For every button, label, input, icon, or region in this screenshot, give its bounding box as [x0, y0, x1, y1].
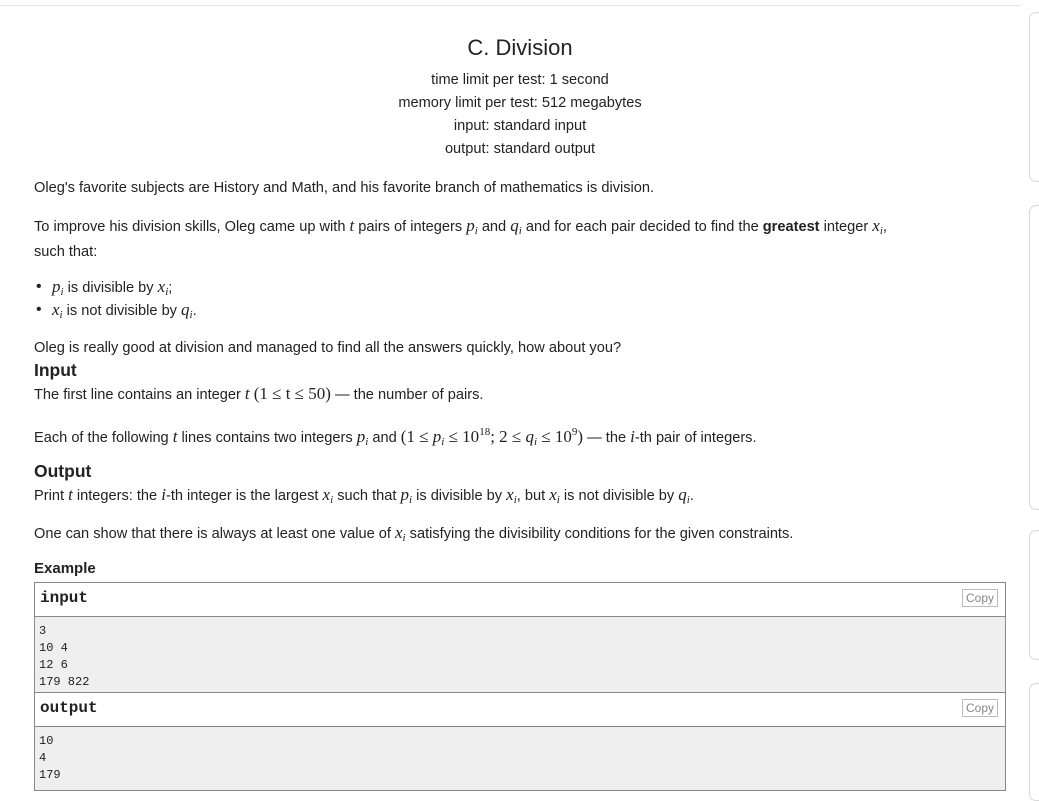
text: and [477, 219, 511, 235]
math-x-i [549, 485, 560, 504]
math-x-i [506, 485, 517, 504]
var: x [395, 523, 403, 542]
input-line: 12 6 [39, 658, 68, 672]
sidebar-panel-edge [1029, 205, 1039, 510]
exponent: 18 [479, 426, 491, 438]
text: -th pair of integers. [634, 430, 757, 446]
text: One can show that there is always at least one value of [34, 526, 395, 542]
text: is not divisible by [559, 488, 679, 504]
math: ≤ 10 [444, 427, 480, 446]
memory-limit: memory limit per test: 512 megabytes [398, 95, 642, 111]
math-t: t [172, 427, 178, 446]
statement-paragraph-2 [34, 215, 994, 263]
input-file: input: standard input [453, 118, 587, 134]
text: , but [516, 488, 550, 504]
sub: i [60, 286, 64, 298]
sub: i [518, 225, 522, 237]
sidebar-panel-edge [1029, 683, 1039, 801]
example-output-content [35, 727, 1005, 790]
var: x [157, 277, 166, 296]
math-x-i [52, 300, 63, 319]
example-output-box [34, 692, 1006, 791]
sub: i [402, 532, 406, 544]
math-x-i [158, 277, 169, 296]
sub: i [686, 494, 690, 506]
output-file: output: standard output [444, 141, 596, 157]
output-line-2 [34, 522, 994, 549]
input-line: 179 822 [39, 675, 90, 689]
exponent: 9 [571, 426, 578, 438]
statement-paragraph-3: Oleg is really good at division and managed to find all the answers quickly, how about you? [34, 340, 622, 356]
math-p-i [466, 216, 478, 235]
input-line: 10 4 [39, 641, 68, 655]
sub: i [441, 436, 445, 448]
sub: i [330, 494, 334, 506]
text: . [192, 303, 197, 319]
copy-input-button[interactable]: Copy [962, 589, 998, 607]
sub: i [365, 436, 369, 448]
math-t: t [244, 384, 250, 403]
var: x [322, 485, 331, 504]
text: and for each pair decided to find the [521, 219, 763, 235]
math: (1 ≤ [400, 427, 433, 446]
math-q-i [181, 300, 193, 319]
math-p-i [52, 277, 64, 296]
input-line: 3 [39, 624, 47, 638]
copy-output-button[interactable]: Copy [962, 699, 998, 717]
output-line: 10 [39, 734, 54, 748]
var: q [510, 216, 519, 235]
text: ; [168, 280, 173, 296]
list-item [52, 299, 197, 322]
var: x [549, 485, 557, 504]
text: such that [333, 488, 401, 504]
text: is not divisible by [62, 303, 182, 319]
input-label: input [40, 589, 89, 607]
output-heading: Output [34, 461, 92, 481]
top-divider [0, 5, 1020, 6]
var: x [52, 300, 60, 319]
text: Print [34, 488, 69, 504]
var: q [678, 485, 687, 504]
math: ; 2 ≤ [490, 427, 526, 446]
bold-greatest: greatest [762, 219, 820, 235]
var: p [52, 277, 61, 296]
text: such that: [34, 244, 98, 260]
math-p-i [433, 427, 445, 446]
example-output-header [35, 693, 1005, 727]
var: q [181, 300, 190, 319]
time-limit: time limit per test: 1 second [431, 72, 609, 88]
text: . [689, 488, 694, 504]
input-line-2 [34, 422, 994, 453]
math-x-i [395, 523, 406, 542]
text: integers: the [72, 488, 162, 504]
text: Each of the following [34, 430, 173, 446]
text: satisfying the divisibility conditions for the given constraints. [405, 526, 794, 542]
text: and [368, 430, 401, 446]
sub: i [59, 309, 63, 321]
text: -th integer is the largest [165, 488, 323, 504]
text: integer [819, 219, 873, 235]
math-q-i [678, 485, 690, 504]
math-q-i [510, 216, 522, 235]
math: ) [577, 427, 584, 446]
text: is divisible by [412, 488, 507, 504]
text: — the number of pairs. [330, 387, 484, 403]
math-x-i [323, 485, 334, 504]
var: p [400, 485, 409, 504]
var: p [432, 427, 442, 446]
input-line-1 [34, 383, 994, 406]
sub: i [556, 494, 560, 506]
list-item [52, 276, 197, 299]
var: p [466, 216, 475, 235]
sub: i [513, 494, 517, 506]
math-range-t: (1 ≤ t ≤ 50) [253, 384, 331, 403]
var: q [525, 427, 534, 446]
statement-paragraph-1: Oleg's favorite subjects are History and Math, and his favorite branch of mathematics is division. [34, 180, 655, 196]
text: , [882, 219, 887, 235]
sub: i [189, 309, 193, 321]
text: pairs of integers [354, 219, 467, 235]
math-t: t [68, 485, 73, 504]
var: p [356, 427, 366, 446]
math-t: t [349, 216, 355, 235]
output-line-1 [34, 484, 994, 511]
example-input-header [35, 583, 1005, 617]
output-label: output [40, 699, 98, 717]
text: To improve his division skills, Oleg came up with [34, 219, 350, 235]
example-heading: Example [34, 560, 96, 577]
condition-list [34, 276, 197, 322]
math-q-i [526, 427, 538, 446]
output-line: 179 [39, 768, 61, 782]
math: ≤ 10 [537, 427, 572, 446]
math-constraints [401, 427, 583, 446]
example-input-box [34, 582, 1006, 698]
text: is divisible by [63, 280, 158, 296]
math-x-i [872, 216, 883, 235]
math-i: i [630, 427, 635, 446]
var: x [872, 216, 880, 235]
input-heading: Input [34, 360, 77, 380]
math-i: i [161, 485, 166, 504]
math-p-i [400, 485, 412, 504]
sidebar-panel-edge [1029, 12, 1039, 182]
output-line: 4 [39, 751, 47, 765]
sub: i [474, 225, 478, 237]
math-p-i [357, 427, 369, 446]
sub: i [534, 436, 538, 448]
sub: i [408, 494, 413, 506]
var: x [506, 485, 514, 504]
sidebar-panel-edge [1029, 530, 1039, 660]
text: lines contains two integers [177, 430, 357, 446]
text: The first line contains an integer [34, 387, 245, 403]
sub: i [879, 225, 883, 237]
sub: i [165, 286, 169, 298]
text: — the [583, 430, 631, 446]
example-input-content [35, 617, 1005, 697]
problem-title: C. Division [467, 35, 573, 60]
